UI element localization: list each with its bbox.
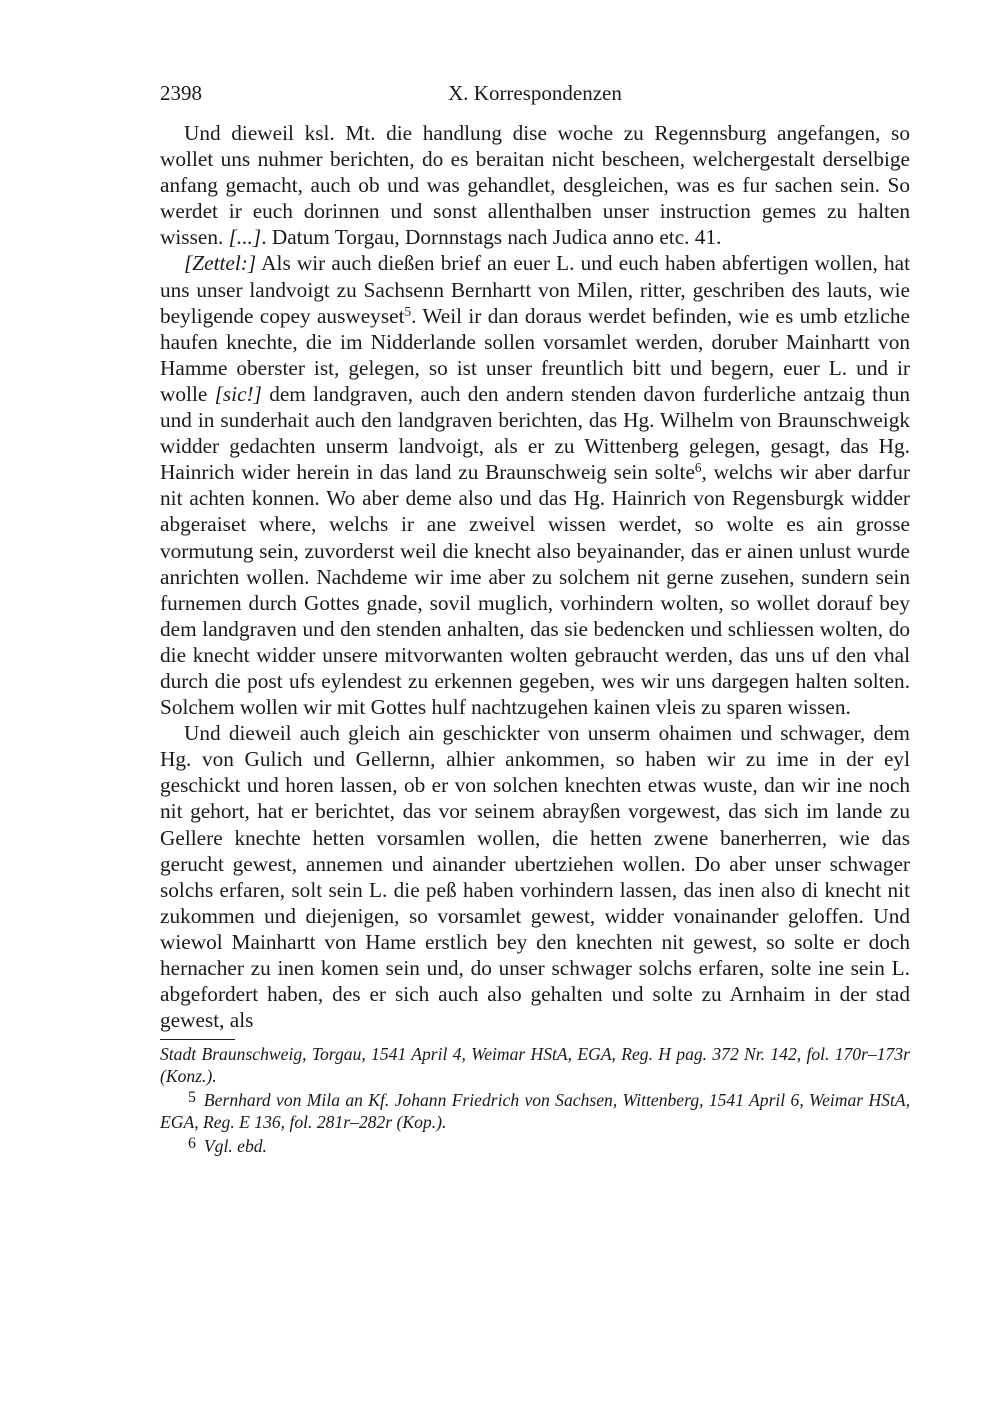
- document-page: [160, 78, 910, 1158]
- sic-marker: [sic!]: [214, 381, 262, 406]
- footnote-ref-5[interactable]: 5: [404, 303, 412, 319]
- zettel-label: [Zettel:]: [184, 251, 257, 276]
- paragraph-2-text-a: Als wir auch dießen brief an euer L. und euch haben abfertigen wollen, hat uns unser landvoigt zu Sachsenn Bernhartt von Milen, ritter, geschriben des lauts, wie beyligende copey ausweyset: [160, 251, 910, 328]
- paragraph-2-text-d: , welchs wir aber darfur nit achten konnen. Wo aber deme also und das Hg. Hainrich von Regensburgk widder abgeraiset where, welchs ir ane zweivel wissen werdet, so wolte es ain grosse vormutung sein, zuvorderst weil die knecht also beyainander, das er ainen unlust wurde anrichten wollen. Nachdeme wir ime aber zu solchem nit gerne zusehen, sundern sein furnemen durch Gottes gnade, sovil muglich, vorhindern wolten, so wollet dorauf bey dem landgraven und den stenden anhalten, das sie bedencken und schliessen wolten, do die knecht widder unsere mitvorwanten wolten gebraucht werden, das uns uf den vhal durch die post ufs eylendest zu erkennen gegeben, wes wir uns dargegen halten solten. Solchem wollen wir mit Gottes hulf nachtzugehen kainen vleis zu sparen wissen.: [160, 460, 910, 720]
- paragraph-2-text-b: . Weil ir dan doraus werdet befinden, wie es umb etzliche haufen knechte, die im Nidderlande sollen vorsamlet werden, doruber Mainhartt von Hamme oberster ist, gelegen, so ist unser freuntlich bitt und begern, euer L. und ir wolle: [160, 303, 910, 406]
- footnote-6-number: 6: [188, 1135, 196, 1153]
- paragraph-2: [160, 250, 910, 720]
- paragraph-1-text-a: Und dieweil ksl. Mt. die handlung dise woche zu Regennsburg angefangen, so wollet uns nuhmer berichten, do es beraitan nicht bescheen, welchergestalt derselbige anfang gemacht, auch ob und was gehandlet, desgleichen, was es fur sachen sein. So werdet ir euch dorinnen und sonst allenthalben unser instruction gemes zu halten wissen.: [160, 121, 910, 250]
- editorial-ellipsis: [...]: [228, 225, 262, 250]
- running-title: X. Korrespondenzen: [448, 81, 622, 105]
- paragraph-1-text-b: . Datum Torgau, Dornnstags nach Judica anno etc. 41.: [261, 225, 722, 250]
- footnote-6-text: Vgl. ebd.: [203, 1136, 267, 1157]
- footnote-5-text: Bernhard von Mila an Kf. Johann Friedrich von Sachsen, Wittenberg, 1541 April 6, Weimar HStA, EGA, Reg. E 136, fol. 281r–282r (Kop.).: [160, 1090, 910, 1132]
- paragraph-3-text: Und dieweil auch gleich ain geschickter von unserm ohaimen und schwager, dem Hg. von Gulich und Gellernn, alhier ankommen, so haben wir zu ime in der eyl geschickt und horen lassen, ob er von solchen knechten etwas wuste, dan wir ine noch nit gehort, hat er berichtet, das vor seinem abrayßen vorgewest, das sich im lande zu Gellere knechte hetten vorsamlen wollen, die hetten zwene banerherren, wie das gerucht gewest, annemen und ainander ubertziehen wollen. Do aber unser schwager solchs erfaren, solt sein L. die peß haben vorhindern lassen, das inen also di knecht nit zukommen und diejenigen, so vorsamlet gewest, widder vonainander geloffen. Und wiewol Mainhartt von Hame erstlich bey den knechten nit gewest, so solte er doch hernacher zu inen komen sein und, do unser schwager solchs erfaren, solte ine sein L. abgefordert haben, des er sich auch also gehalten und solte zu Arnhaim in der stad gewest, als: [160, 721, 910, 1033]
- footnote-6: [160, 1133, 910, 1157]
- footnote-continuation: Stadt Braunschweig, Torgau, 1541 April 4, Weimar HStA, EGA, Reg. H pag. 372 Nr. 142, fol. 170r–173r (Konz.).: [160, 1044, 910, 1086]
- main-text: [160, 120, 910, 1033]
- paragraph-1: [160, 120, 910, 250]
- footnote-5-number: 5: [188, 1089, 196, 1107]
- paragraph-2-text-c: dem landgraven, auch den andern stenden davon furderliche antzaig thun und in sunderhait auch den landgraven berichten, das Hg. Wilhelm von Braunschweigk widder gedachten unserm landvoigt, als er zu Wittenberg gelegen, gesagt, das Hg. Hainrich wider herein in das land zu Braunschweig sein solte: [160, 381, 910, 485]
- paragraph-3: [160, 720, 910, 1033]
- running-head: [160, 78, 910, 108]
- footnote-divider: [160, 1039, 235, 1040]
- footnote-5: [160, 1087, 910, 1133]
- footnotes: [160, 1044, 910, 1157]
- footnote-ref-6[interactable]: 6: [694, 459, 702, 475]
- page-number: 2398: [160, 81, 202, 105]
